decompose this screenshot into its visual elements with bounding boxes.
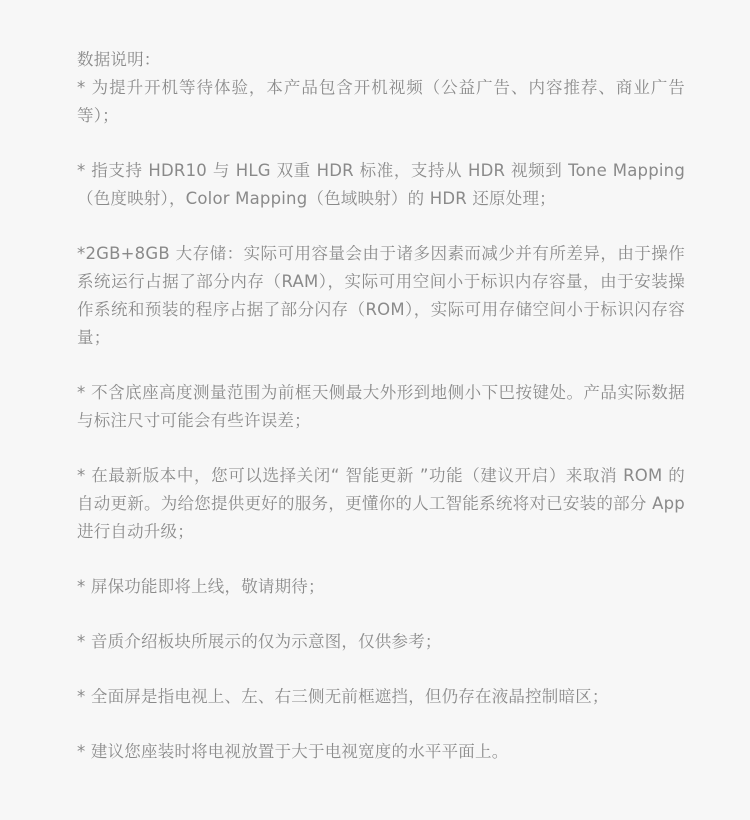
note-storage: *2GB+8GB 大存储：实际可用容量会由于诸多因素而减少并有所差异，由于操作系统运行占据了部分内存（RAM），实际可用空间小于标识内存容量，由于安装操作系统和预装的程序占据了部分闪存（ROM），实际可用存储空间小于标识闪存容量； [77,244,685,347]
note-full-screen: * 全面屏是指电视上、左、右三侧无前框遮挡，但仍存在液晶控制暗区； [77,687,609,706]
section-title: 数据说明： [77,50,161,69]
note-placement: * 建议您座装时将电视放置于大于电视宽度的水平平面上。 [77,742,509,761]
note-smart-update: * 在最新版本中，您可以选择关闭“ 智能更新 ”功能（建议开启）来取消 ROM 的自动更新。为给您提供更好的服务，更懂你的人工智能系统将对已安装的部分 App 进行自动升级； [77,466,685,541]
note-audio: * 音质介绍板块所展示的仅为示意图，仅供参考； [77,632,442,651]
note-hdr: * 指支持 HDR10 与 HLG 双重 HDR 标准，支持从 HDR 视频到 Tone Mapping（色度映射），Color Mapping（色域映射）的 HDR 还原处理； [77,161,685,208]
data-notes-section [77,46,685,766]
note-dimensions: * 不含底座高度测量范围为前框天侧最大外形到地侧小下巴按键处。产品实际数据与标注尺寸可能会有些许误差； [77,383,685,430]
note-screensaver: * 屏保功能即将上线，敬请期待； [77,577,325,596]
note-boot-video: * 为提升开机等待体验，本产品包含开机视频（公益广告、内容推荐、商业广告等）； [77,78,685,125]
